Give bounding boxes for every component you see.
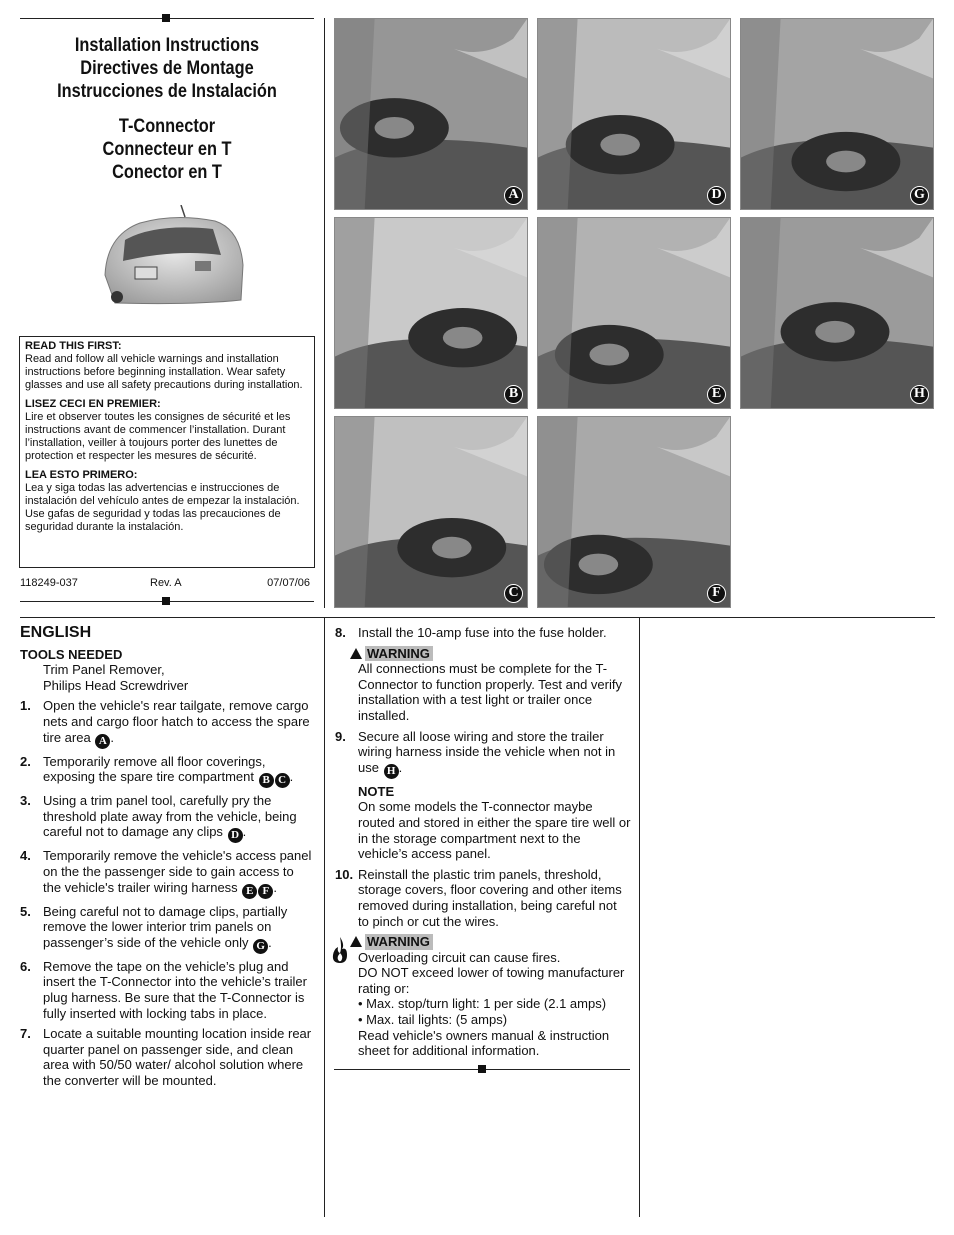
step-3: 3. Using a trim panel tool, carefully pry the threshold plate away from the vehicle, being careful not to damage any clips D . — [20, 793, 297, 842]
photo-label-h: H — [910, 385, 929, 404]
photo-label-b: B — [504, 385, 523, 404]
rule-marker — [162, 14, 170, 22]
step-9: 9. Secure all loose wiring and store the trailer wiring harness inside the vehicle when not in use H . — [335, 728, 616, 777]
section-heading: ENGLISH — [20, 624, 92, 641]
title-fr: Directives de Montage — [80, 58, 254, 79]
photo-label-d: D — [707, 186, 726, 205]
title-en: Installation Instructions — [74, 35, 260, 56]
step-7: 7. Locate a suitable mounting location inside rear quarter panel on passenger side, and clean area with 50/50 water/ alcohol solution where the converter will be mounted. — [20, 1026, 312, 1088]
photo-e — [537, 217, 731, 409]
read-first-es-heading: LEA ESTO PRIMERO: — [25, 469, 138, 481]
step-6: 6. Remove the tape on the vehicle’s plug and insert the T-Connector into the vehicle’s trailer plug harness. Be sure that the T-Connector is fully inserted with locking tabs in place. — [20, 958, 307, 1021]
vehicle-image — [95, 205, 245, 320]
tools-heading: TOOLS NEEDED — [20, 646, 123, 662]
step-10: 10. Reinstall the plastic trim panels, threshold, storage covers, floor covering and other items removed during installation, being careful not to pinch or cut the wires. — [335, 866, 622, 929]
photo-label-f: F — [707, 584, 726, 603]
photo-ref-g: G — [253, 939, 268, 954]
photo-a — [334, 18, 528, 210]
step-2: 2. Temporarily remove all floor coverings, exposing the spare tire compartment B C . — [20, 753, 294, 787]
step-5: 5. Being careful not to damage clips, partially remove the lower interior trim panels on passenger’s side of the vehicle only G . — [20, 903, 288, 952]
warning-icon — [350, 648, 362, 659]
english-column-1 — [20, 625, 312, 1093]
tool-item: Philips Head Screwdriver — [43, 677, 189, 693]
read-first-fr-text: Lire et observer toutes les consignes de sécurité et les instructions avant de commencer l’installation. Durant l’installation, veiller à toujours porter des lunettes de protection et respecter les mesures de sécurité. — [25, 411, 291, 462]
read-first-es-text: Lea y siga todas las advertencias e instrucciones de instalación del vehículo antes de empezar la instalación. Use gafas de seguridad y todas las precauciones de seguridad durante la instalación. — [25, 482, 300, 533]
read-first-box — [19, 336, 315, 568]
title-block — [41, 34, 294, 184]
title-es: Instrucciones de Instalación — [57, 81, 277, 102]
photo-ref-h: H — [384, 764, 399, 779]
photo-f — [537, 416, 731, 608]
photo-d — [537, 18, 731, 210]
read-first-en-text: Read and follow all vehicle warnings and installation instructions before beginning installation. Wear safety glasses and use all safety precautions during installation. — [25, 353, 303, 391]
date: 07/07/06 — [267, 577, 310, 589]
fire-icon — [329, 935, 351, 965]
photo-ref-a: A — [95, 734, 110, 749]
photo-ref-c: C — [275, 773, 290, 788]
product-en: T-Connector — [118, 116, 216, 137]
rule-marker — [162, 597, 170, 605]
read-first-fr-heading: LISEZ CECI EN PREMIER: — [25, 398, 161, 410]
column-divider — [639, 617, 640, 1217]
product-es: Conector en T — [112, 162, 222, 183]
step-4: 4. Temporarily remove the vehicle's access panel on the the passenger side to gain access to the vehicle's trailer wiring harness E F . — [20, 848, 312, 897]
column-divider — [324, 18, 325, 608]
photo-g — [740, 18, 934, 210]
read-first-en-heading: READ THIS FIRST: — [25, 340, 122, 352]
photo-label-a: A — [504, 186, 523, 205]
revision: Rev. A — [150, 577, 182, 589]
photo-ref-e: E — [242, 884, 257, 899]
photo-ref-f: F — [258, 884, 273, 899]
tool-item: Trim Panel Remover, — [43, 662, 165, 678]
photo-ref-d: D — [228, 828, 243, 843]
english-column-2 — [335, 625, 631, 1059]
warning-1: WARNING All connections must be complete for the T-Connector to function properly. Test and verify installation with a test light or trailer once installed. — [335, 646, 631, 724]
step-8: 8. Install the 10-amp fuse into the fuse holder. — [335, 625, 607, 640]
product-fr: Connecteur en T — [102, 139, 232, 160]
photo-label-c: C — [504, 584, 523, 603]
warning-2: WARNING Overloading circuit can cause fires. DO NOT exceed lower of towing manufacturer rating or: • Max. stop/turn light: 1 per side (2.1 amps) • Max. tail lights: (5 amps) Read vehicle's owners manual & instruction sheet for additional information. — [335, 934, 631, 1059]
photo-b — [334, 217, 528, 409]
photo-label-e: E — [707, 385, 726, 404]
photo-ref-b: B — [259, 773, 274, 788]
warning-icon — [350, 936, 362, 947]
photo-h — [740, 217, 934, 409]
part-number: 118249-037 — [20, 577, 78, 589]
photo-label-g: G — [910, 186, 929, 205]
note: NOTE On some models the T-connector maybe routed and stored in either the spare tire well or in the storage compartment next to the vehicle’s access panel. — [358, 783, 631, 862]
rule-marker — [478, 1065, 486, 1073]
step-1: 1. Open the vehicle's rear tailgate, remove cargo nets and cargo floor hatch to access the spare tire area A . — [20, 698, 310, 747]
column-divider — [324, 617, 325, 1217]
photo-c — [334, 416, 528, 608]
section-rule — [20, 617, 935, 618]
